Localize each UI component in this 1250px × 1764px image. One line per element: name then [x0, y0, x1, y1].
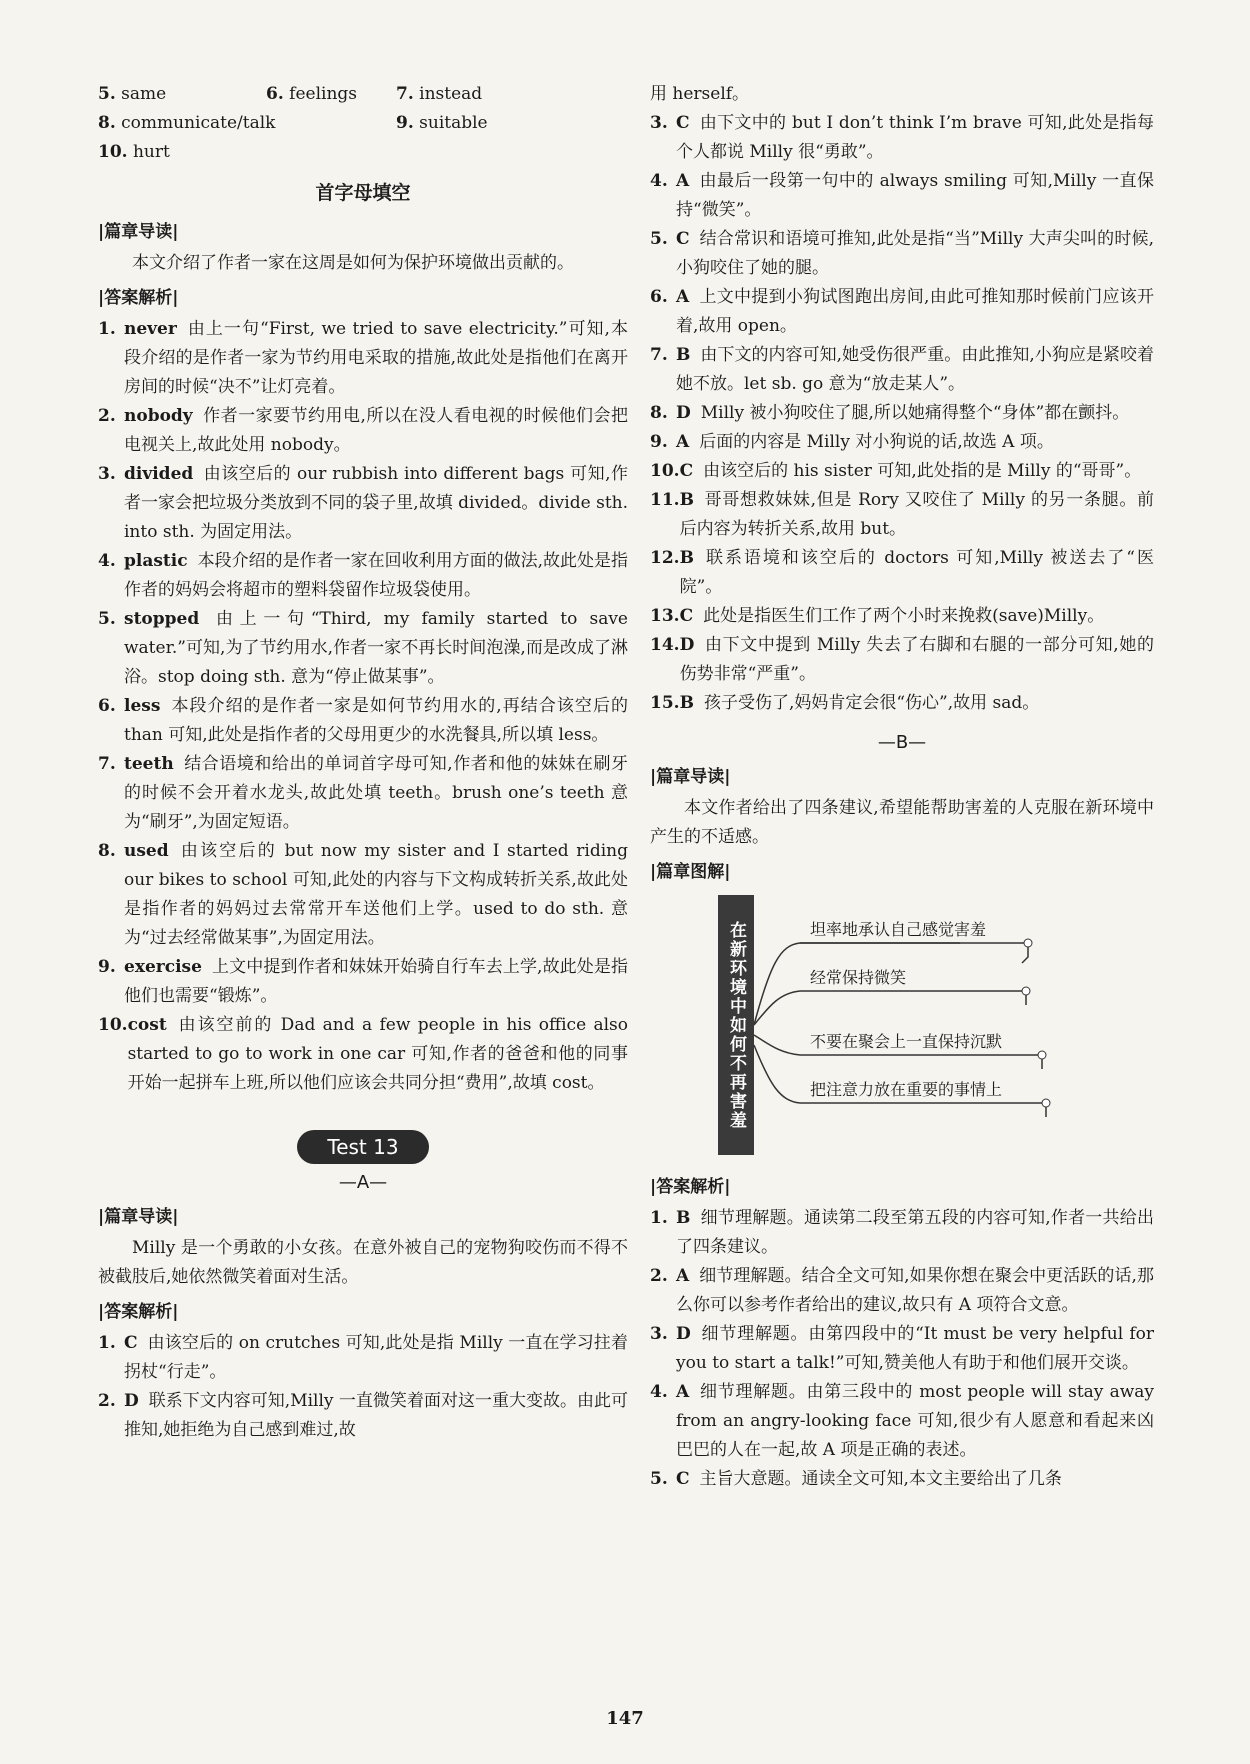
answer-item: 5. C 结合常识和语境可推知,此处是指“当”Milly 大声尖叫的时候,小狗咬住了她的腿。	[650, 229, 1154, 278]
answer-item: 2. nobody 作者一家要节约用电,所以在没人看电视的时候他们会把电视关上,故此处用 nobody。	[98, 406, 628, 455]
item-number: 7.	[396, 84, 414, 104]
item-number: 9.	[396, 113, 414, 133]
guide-text: Milly 是一个勇敢的小女孩。在意外被自己的宠物狗咬伤而不得不被截肢后,她依然微笑着面对生活。	[98, 1238, 628, 1287]
item-number: 10.	[98, 142, 128, 162]
answer-word: instead	[419, 84, 483, 104]
guide-header: |篇章导读|	[98, 1207, 179, 1227]
answer-item: 1. never 由上一句“First, we tried to save electricity.”可知,本段介绍的是作者一家为节约用电采取的措施,故此处是指他们在离开房间的时候“决不”让灯亮着。	[98, 319, 628, 397]
answer-header: |答案解析|	[650, 1177, 731, 1197]
answer-item: 4. A 由最后一段第一句中的 always smiling 可知,Milly 一直保持“微笑”。	[650, 171, 1154, 220]
answer-item: 2. D 联系下文内容可知,Milly 一直微笑着面对这一重大变故。由此可推知,她拒绝为自己感到难过,故	[98, 1391, 628, 1440]
test-label: Test 13	[297, 1130, 429, 1164]
answer-header: |答案解析|	[98, 288, 179, 308]
answer-header: |答案解析|	[98, 1302, 179, 1322]
answer-item: 10. cost 由该空前的 Dad and a few people in his office also started to go to work in one car 可知,作者的爸爸和他的同事开始一起拼车上班,所以他们应该会共同分担“费用”,故填 cost。	[98, 1015, 628, 1093]
answer-item: 6. A 上文中提到小狗试图跑出房间,由此可推知那时候前门应该开着,故用 open。	[650, 287, 1154, 336]
diagram-title: 在新环境中如何不再害羞	[718, 895, 754, 1155]
answer-item: 4. A 细节理解题。由第三段中的 most people will stay away from an angry-looking face 可知,很少有人愿意和看起来凶巴巴的人在一起,故 A 项是正确的表述。	[650, 1382, 1154, 1460]
section-title: 首字母填空	[315, 182, 411, 204]
answer-word: communicate/talk	[121, 113, 276, 133]
answer-item: 13. C 此处是指医生们工作了两个小时来挽救(save)Milly。	[650, 606, 1105, 626]
answer-item: 6. less 本段介绍的是作者一家是如何节约用水的,再结合该空后的 than 可知,此处是指作者的父母用更少的水洗餐具,所以填 less。	[98, 696, 628, 745]
answer-item: 14. D 由下文中提到 Milly 失去了右脚和右腿的一部分可知,她的伤势非常“严重”。	[650, 635, 1154, 684]
right-column	[650, 80, 1154, 1494]
answer-row	[98, 109, 628, 138]
top-answer-rows	[98, 80, 628, 167]
guide-header: |篇章导读|	[98, 222, 179, 242]
part-b-label: —B—	[877, 732, 927, 753]
answer-item: 10. C 由该空后的 his sister 可知,此处指的是 Milly 的“哥哥”。	[650, 461, 1142, 481]
answer-row	[98, 138, 628, 167]
diagram-header: |篇章图解|	[650, 862, 731, 882]
guide-text: 本文介绍了作者一家在这周是如何为保护环境做出贡献的。	[132, 253, 574, 273]
answer-item: 3. divided 由该空后的 our rubbish into different bags 可知,作者一家会把垃圾分类放到不同的袋子里,故填 divided。divide sth. into sth. 为固定用法。	[98, 464, 628, 542]
answer-item: 4. plastic 本段介绍的是作者一家在回收利用方面的做法,故此处是指作者的妈妈会将超市的塑料袋留作垃圾袋使用。	[98, 551, 628, 600]
answer-row	[98, 80, 628, 109]
page-number: 147	[606, 1708, 644, 1729]
answer-item: 1. B 细节理解题。通读第二段至第五段的内容可知,作者一共给出了四条建议。	[650, 1208, 1154, 1257]
answer-item: 3. C 由下文中的 but I don’t think I’m brave 可知,此处是指每个人都说 Milly 很“勇敢”。	[650, 113, 1154, 162]
answer-word: same	[121, 84, 167, 104]
mind-map-diagram	[650, 895, 1154, 1165]
item-number: 8.	[98, 113, 116, 133]
answer-word: hurt	[132, 142, 170, 162]
diagram-item: 不要在聚会上一直保持沉默	[810, 1032, 1003, 1051]
item-number: 5.	[98, 84, 116, 104]
left-column	[98, 80, 628, 1445]
answer-item: 3. D 细节理解题。由第四段中的“It must be very helpful for you to start a talk!”可知,赞美他人有助于和他们展开交谈。	[650, 1324, 1154, 1373]
diagram-item: 坦率地承认自己感觉害羞	[810, 920, 987, 939]
guide-text: 本文作者给出了四条建议,希望能帮助害羞的人克服在新环境中产生的不适感。	[650, 798, 1154, 847]
answer-word: feelings	[289, 84, 357, 104]
answer-item: 5. stopped 由上一句“Third, my family started to save water.”可知,为了节约用水,作者一家不再长时间泡澡,而是改成了淋浴。stop doing sth. 意为“停止做某事”。	[98, 609, 628, 687]
answer-item: 7. B 由下文的内容可知,她受伤很严重。由此推知,小狗应是紧咬着她不放。let sb. go 意为“放走某人”。	[650, 345, 1154, 394]
diagram-item: 把注意力放在重要的事情上	[810, 1080, 1003, 1099]
item-number: 6.	[266, 84, 284, 104]
answer-item: 11. B 哥哥想救妹妹,但是 Rory 又咬住了 Milly 的另一条腿。前后内容为转折关系,故用 but。	[650, 490, 1154, 539]
answer-item: 15. B 孩子受伤了,妈妈肯定会很“伤心”,故用 sad。	[650, 693, 1040, 713]
continued-text: 用 herself。	[650, 84, 750, 104]
answer-word: suitable	[419, 113, 488, 133]
answer-item: 8. used 由该空后的 but now my sister and I started riding our bikes to school 可知,此处的内容与下文构成转折关系,故此处是指作者的妈妈过去常常开车送他们上学。used to do sth. 意为“过去经常做某事”,为固定用法。	[98, 841, 628, 948]
answer-item: 2. A 细节理解题。结合全文可知,如果你想在聚会中更活跃的话,那么你可以参考作者给出的建议,故只有 A 项符合文意。	[650, 1266, 1154, 1315]
answer-item: 9. exercise 上文中提到作者和妹妹开始骑自行车去上学,故此处是指他们也需要“锻炼”。	[98, 957, 628, 1006]
answer-item: 8. D Milly 被小狗咬住了腿,所以她痛得整个“身体”都在颤抖。	[650, 403, 1130, 423]
answer-item: 7. teeth 结合语境和给出的单词首字母可知,作者和他的妹妹在刷牙的时候不会开着水龙头,故此处填 teeth。brush one’s teeth 意为“刷牙”,为固定短语。	[98, 754, 628, 832]
part-a-label: —A—	[338, 1172, 388, 1193]
answer-item: 1. C 由该空后的 on crutches 可知,此处是指 Milly 一直在学习拄着拐杖“行走”。	[98, 1333, 628, 1382]
guide-header: |篇章导读|	[650, 767, 731, 787]
answer-item: 9. A 后面的内容是 Milly 对小狗说的话,故选 A 项。	[650, 432, 1054, 452]
diagram-item: 经常保持微笑	[810, 968, 907, 987]
answer-item: 12. B 联系语境和该空后的 doctors 可知,Milly 被送去了“医院”。	[650, 548, 1154, 597]
answer-item: 5. C 主旨大意题。通读全文可知,本文主要给出了几条	[650, 1469, 1062, 1489]
